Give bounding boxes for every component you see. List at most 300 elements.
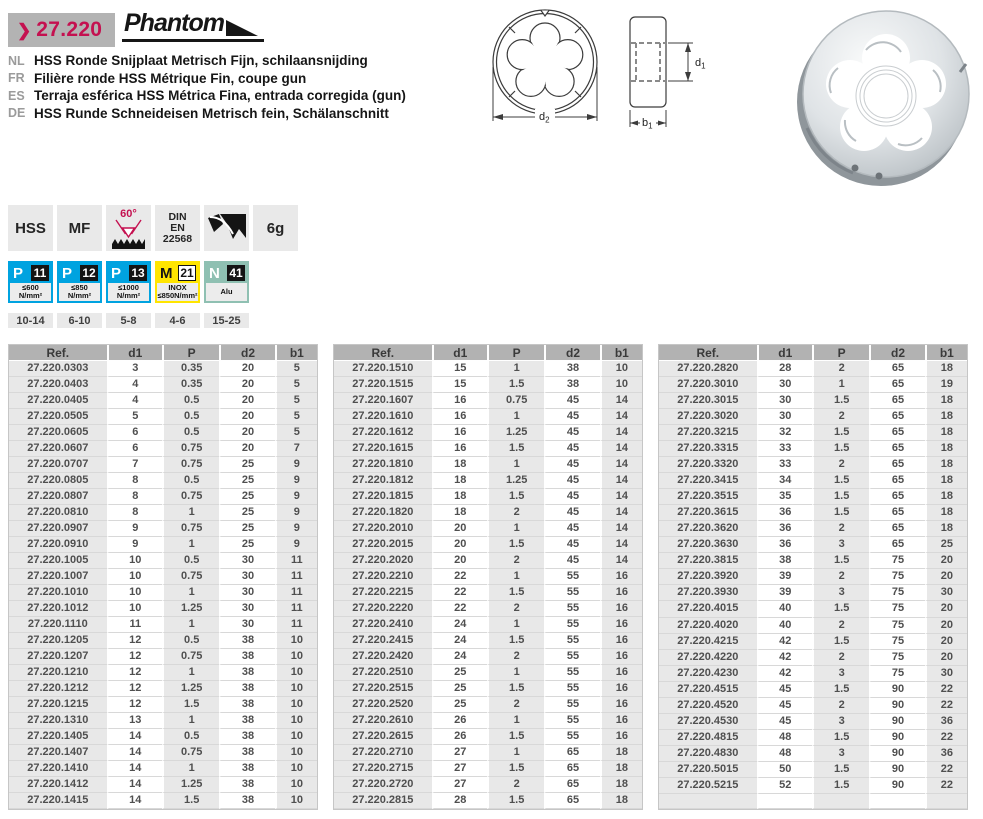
b1-cell: 14: [600, 457, 642, 473]
d1-cell: 27: [432, 777, 487, 793]
d2-cell: 55: [544, 649, 599, 665]
d1-cell: 34: [757, 473, 812, 489]
p-cell: 1: [812, 377, 869, 393]
d2-cell: 55: [544, 617, 599, 633]
material-letter: N: [209, 264, 220, 282]
p-cell: 0.35: [162, 361, 219, 377]
d1-cell: 9: [107, 537, 162, 553]
b1-cell: 18: [925, 521, 967, 537]
material-badges-row: [8, 261, 249, 303]
d1-cell: 13: [107, 713, 162, 729]
b1-cell: 9: [275, 489, 317, 505]
d1-cell: 15: [432, 377, 487, 393]
material-number: 11: [31, 265, 49, 281]
p-cell: 1: [162, 505, 219, 521]
p-cell: 1.5: [812, 730, 869, 746]
d2-cell: 65: [869, 457, 924, 473]
tolerance-badge: 6g: [253, 205, 298, 251]
table-row: [9, 601, 317, 617]
d2-cell: 20: [219, 409, 274, 425]
d2-cell: 55: [544, 569, 599, 585]
table-row: [334, 697, 642, 713]
technical-drawing: [475, 5, 785, 135]
d2-cell: 65: [544, 777, 599, 793]
d2-cell: 65: [869, 409, 924, 425]
ref-cell: 27.220.0810: [9, 505, 107, 521]
table-row: [659, 377, 967, 393]
ref-cell: 27.220.1005: [9, 553, 107, 569]
material-number: 12: [80, 265, 98, 281]
b1-cell: 7: [275, 441, 317, 457]
table-row: [9, 585, 317, 601]
ref-cell: 27.220.3010: [659, 377, 757, 393]
d2-cell: 90: [869, 714, 924, 730]
column-header: d2: [869, 345, 924, 361]
feed-range: 5-8: [106, 313, 151, 328]
ref-cell: 27.220.0505: [9, 409, 107, 425]
column-header: b1: [925, 345, 967, 361]
ref-cell: 27.220.2410: [334, 617, 432, 633]
din-standard-badge: [155, 205, 200, 251]
hss-badge: HSS: [8, 205, 53, 251]
table-row: [659, 730, 967, 746]
b1-cell: 14: [600, 537, 642, 553]
ref-cell: 27.220.1407: [9, 745, 107, 761]
d1-cell: 27: [432, 761, 487, 777]
d2-cell: 30: [219, 617, 274, 633]
d2-cell: 65: [544, 793, 599, 809]
d2-cell: 75: [869, 601, 924, 617]
ref-cell: 27.220.1310: [9, 713, 107, 729]
brand-name: Phantom: [124, 9, 224, 37]
ref-cell: 27.220.1110: [9, 617, 107, 633]
d2-cell: 65: [869, 489, 924, 505]
material-badge-p11: [8, 261, 53, 303]
d1-cell: 10: [107, 601, 162, 617]
material-sub-label: ≤600 N/mm²: [10, 283, 51, 301]
d2-cell: 90: [869, 698, 924, 714]
b1-cell: 10: [275, 681, 317, 697]
d1-cell: 14: [107, 793, 162, 809]
p-cell: 0.75: [162, 441, 219, 457]
table-row: [9, 377, 317, 393]
table-row: [659, 698, 967, 714]
thread-angle-badge: [106, 205, 151, 251]
description-text: Filière ronde HSS Métrique Fin, coupe gun: [34, 70, 307, 86]
column-header: d1: [757, 345, 812, 361]
size-table-1: [8, 344, 318, 810]
b1-cell: 16: [600, 681, 642, 697]
d1-cell: 14: [107, 777, 162, 793]
p-cell: 0.5: [162, 409, 219, 425]
table-row: [659, 553, 967, 569]
p-cell: 2: [487, 505, 544, 521]
d2-cell: 75: [869, 666, 924, 682]
ref-cell: 27.220.2515: [334, 681, 432, 697]
p-cell: 0.5: [162, 633, 219, 649]
table-row: [9, 617, 317, 633]
p-cell: 0.75: [162, 569, 219, 585]
p-cell: 0.5: [162, 393, 219, 409]
p-cell: 1.5: [162, 697, 219, 713]
table-row: [9, 361, 317, 377]
svg-text:d2: $d_2$: [539, 111, 550, 125]
ref-cell: 27.220.1210: [9, 665, 107, 681]
p-cell: 3: [812, 746, 869, 762]
d2-cell: 25: [219, 521, 274, 537]
b1-cell: 18: [925, 393, 967, 409]
d2-cell: 45: [544, 505, 599, 521]
d1-cell: 50: [757, 762, 812, 778]
p-cell: 1.5: [487, 537, 544, 553]
brand-logo: [122, 9, 264, 42]
p-cell: 1.25: [162, 601, 219, 617]
b1-cell: 14: [600, 441, 642, 457]
table-row: [659, 521, 967, 537]
d2-cell: 75: [869, 585, 924, 601]
din-line: EN: [170, 221, 185, 234]
ref-cell: [659, 794, 757, 809]
d1-cell: 42: [757, 650, 812, 666]
b1-cell: 16: [600, 569, 642, 585]
p-cell: 1.5: [487, 761, 544, 777]
table-row: [659, 778, 967, 794]
b1-cell: 10: [600, 377, 642, 393]
p-cell: 0.75: [162, 457, 219, 473]
p-cell: 2: [812, 409, 869, 425]
p-cell: 1.5: [812, 505, 869, 521]
ref-cell: 27.220.4215: [659, 634, 757, 650]
ref-cell: 27.220.1615: [334, 441, 432, 457]
d1-cell: 48: [757, 746, 812, 762]
spec-icon-row: [8, 205, 298, 251]
table-row: [659, 425, 967, 441]
ref-cell: 27.220.1212: [9, 681, 107, 697]
d1-cell: 24: [432, 617, 487, 633]
d1-cell: 8: [107, 505, 162, 521]
p-cell: 2: [487, 553, 544, 569]
table-row: [334, 473, 642, 489]
d1-cell: 15: [432, 361, 487, 377]
d2-cell: 30: [219, 601, 274, 617]
d2-cell: 38: [219, 649, 274, 665]
b1-cell: 16: [600, 697, 642, 713]
table-row: [334, 761, 642, 777]
d1-cell: 22: [432, 585, 487, 601]
ref-cell: 27.220.0403: [9, 377, 107, 393]
language-code: FR: [8, 71, 25, 86]
p-cell: 3: [812, 537, 869, 553]
ref-cell: 27.220.2210: [334, 569, 432, 585]
p-cell: 2: [487, 601, 544, 617]
b1-cell: 16: [600, 601, 642, 617]
d1-cell: 6: [107, 441, 162, 457]
d2-cell: 20: [219, 377, 274, 393]
b1-cell: 22: [925, 698, 967, 714]
table-row: [9, 761, 317, 777]
b1-cell: 18: [600, 777, 642, 793]
ref-cell: 27.220.5015: [659, 762, 757, 778]
d1-cell: 10: [107, 553, 162, 569]
b1-cell: 11: [275, 553, 317, 569]
d1-cell: 16: [432, 441, 487, 457]
d1-cell: 12: [107, 697, 162, 713]
material-sub-label: ≤1000 N/mm²: [108, 283, 149, 301]
b1-cell: 9: [275, 473, 317, 489]
column-header: b1: [600, 345, 642, 361]
p-cell: 3: [812, 666, 869, 682]
d2-cell: 65: [869, 473, 924, 489]
table-row: [334, 681, 642, 697]
ref-cell: 27.220.2010: [334, 521, 432, 537]
p-cell: 1.5: [487, 793, 544, 809]
ref-cell: 27.220.2815: [334, 793, 432, 809]
column-header: P: [812, 345, 869, 361]
d1-cell: 7: [107, 457, 162, 473]
table-row: [334, 601, 642, 617]
d2-cell: 45: [544, 553, 599, 569]
d1-cell: 12: [107, 681, 162, 697]
p-cell: 1.5: [162, 793, 219, 809]
table-row: [659, 682, 967, 698]
d2-cell: 38: [219, 777, 274, 793]
description-row-fr: [8, 70, 406, 88]
p-cell: 0.75: [162, 745, 219, 761]
b1-cell: 16: [600, 713, 642, 729]
d2-cell: 65: [869, 425, 924, 441]
d1-cell: 38: [757, 553, 812, 569]
ref-cell: 27.220.1510: [334, 361, 432, 377]
material-number: 13: [129, 265, 147, 281]
p-cell: 1.5: [812, 762, 869, 778]
d1-cell: 33: [757, 457, 812, 473]
d2-cell: 55: [544, 633, 599, 649]
d1-cell: 39: [757, 585, 812, 601]
d1-cell: 28: [432, 793, 487, 809]
d2-cell: 25: [219, 457, 274, 473]
ref-cell: 27.220.3320: [659, 457, 757, 473]
d1-cell: 8: [107, 489, 162, 505]
d1-cell: 33: [757, 441, 812, 457]
b1-cell: 14: [600, 409, 642, 425]
p-cell: 1.5: [487, 681, 544, 697]
d2-cell: 90: [869, 746, 924, 762]
d1-cell: 3: [107, 361, 162, 377]
b1-cell: 18: [925, 505, 967, 521]
d2-cell: 38: [219, 793, 274, 809]
ref-cell: 27.220.3515: [659, 489, 757, 505]
ref-cell: 27.220.0707: [9, 457, 107, 473]
ref-cell: 27.220.2510: [334, 665, 432, 681]
p-cell: 1.25: [487, 473, 544, 489]
d1-cell: 14: [107, 761, 162, 777]
b1-cell: 36: [925, 746, 967, 762]
table-row: [659, 441, 967, 457]
b1-cell: 11: [275, 585, 317, 601]
d1-cell: 30: [757, 377, 812, 393]
table-row: [9, 745, 317, 761]
d2-cell: 25: [219, 537, 274, 553]
p-cell: 0.75: [487, 393, 544, 409]
d2-cell: 75: [869, 569, 924, 585]
b1-cell: [925, 794, 967, 809]
d2-cell: 25: [219, 505, 274, 521]
table-row: [334, 409, 642, 425]
d1-cell: 4: [107, 393, 162, 409]
b1-cell: 11: [275, 617, 317, 633]
d2-cell: 45: [544, 489, 599, 505]
d1-cell: 12: [107, 649, 162, 665]
ref-cell: 27.220.1820: [334, 505, 432, 521]
p-cell: 1: [487, 617, 544, 633]
material-number: 41: [227, 265, 245, 281]
p-cell: 1.5: [487, 633, 544, 649]
column-header: Ref.: [659, 345, 757, 361]
p-cell: 1: [162, 665, 219, 681]
table-row: [9, 553, 317, 569]
ref-cell: 27.220.2720: [334, 777, 432, 793]
d1-cell: 42: [757, 666, 812, 682]
b1-cell: 10: [275, 665, 317, 681]
ref-cell: 27.220.2015: [334, 537, 432, 553]
ref-cell: 27.220.0907: [9, 521, 107, 537]
p-cell: 1.5: [812, 634, 869, 650]
b1-cell: 14: [600, 505, 642, 521]
d1-cell: 28: [757, 361, 812, 377]
table-row: [334, 569, 642, 585]
ref-cell: 27.220.2610: [334, 713, 432, 729]
ref-cell: 27.220.0303: [9, 361, 107, 377]
b1-cell: 16: [600, 729, 642, 745]
d2-cell: 55: [544, 729, 599, 745]
ref-cell: 27.220.3930: [659, 585, 757, 601]
d2-cell: 65: [869, 393, 924, 409]
table-row: [659, 650, 967, 666]
mf-badge: [57, 205, 102, 251]
ref-cell: 27.220.1415: [9, 793, 107, 809]
p-cell: 1.5: [812, 778, 869, 794]
table-row: [9, 633, 317, 649]
ref-cell: 27.220.2020: [334, 553, 432, 569]
b1-cell: 5: [275, 377, 317, 393]
d2-cell: 65: [869, 441, 924, 457]
thread-angle-icon: [108, 207, 149, 249]
svg-text:b1: $b_1$: [642, 117, 653, 131]
p-cell: 1: [162, 761, 219, 777]
ref-cell: 27.220.3630: [659, 537, 757, 553]
d2-cell: 75: [869, 634, 924, 650]
p-cell: 0.75: [162, 521, 219, 537]
feed-range: 10-14: [8, 313, 53, 328]
b1-cell: 22: [925, 778, 967, 794]
d2-cell: 65: [869, 521, 924, 537]
language-code: ES: [8, 88, 25, 103]
reference-box: [8, 13, 115, 47]
b1-cell: 10: [600, 361, 642, 377]
ref-cell: 27.220.2710: [334, 745, 432, 761]
table-row: [659, 537, 967, 553]
ref-cell: 27.220.1207: [9, 649, 107, 665]
d1-cell: 45: [757, 714, 812, 730]
ref-cell: 27.220.1405: [9, 729, 107, 745]
p-cell: 1: [162, 537, 219, 553]
p-cell: 1: [162, 585, 219, 601]
column-header: d1: [107, 345, 162, 361]
p-cell: 2: [812, 698, 869, 714]
d1-cell: 24: [432, 633, 487, 649]
d1-cell: 32: [757, 425, 812, 441]
table-row: [334, 425, 642, 441]
p-cell: 1: [487, 361, 544, 377]
ref-cell: 27.220.3315: [659, 441, 757, 457]
material-badge-m21: [155, 261, 200, 303]
ref-cell: 27.220.1010: [9, 585, 107, 601]
p-cell: 1: [487, 569, 544, 585]
b1-cell: 10: [275, 745, 317, 761]
b1-cell: 36: [925, 714, 967, 730]
d2-cell: 45: [544, 425, 599, 441]
table-row: [334, 393, 642, 409]
b1-cell: 10: [275, 649, 317, 665]
d2-cell: 25: [219, 489, 274, 505]
d2-cell: 65: [544, 745, 599, 761]
ref-cell: 27.220.2820: [659, 361, 757, 377]
table-row: [334, 521, 642, 537]
table-row: [659, 361, 967, 377]
d1-cell: 36: [757, 505, 812, 521]
din-line: DIN: [168, 210, 187, 223]
d2-cell: 90: [869, 682, 924, 698]
b1-cell: 22: [925, 682, 967, 698]
ref-cell: 27.220.1515: [334, 377, 432, 393]
p-cell: 2: [487, 649, 544, 665]
description-text: HSS Ronde Snijplaat Metrisch Fijn, schilaansnijding: [34, 53, 368, 69]
table-row: [9, 777, 317, 793]
ref-cell: 27.220.1612: [334, 425, 432, 441]
b1-cell: 18: [925, 441, 967, 457]
p-cell: 3: [812, 585, 869, 601]
p-cell: 1.5: [487, 377, 544, 393]
ref-cell: 27.220.1812: [334, 473, 432, 489]
table-row: [659, 666, 967, 682]
table-row: [659, 601, 967, 617]
d1-cell: 16: [432, 393, 487, 409]
ref-cell: 27.220.1007: [9, 569, 107, 585]
p-cell: 1.25: [162, 777, 219, 793]
material-letter: P: [13, 264, 24, 282]
ref-cell: 27.220.4515: [659, 682, 757, 698]
d1-cell: 5: [107, 409, 162, 425]
table-row: [334, 361, 642, 377]
d1-cell: 18: [432, 473, 487, 489]
ref-cell: 27.220.4815: [659, 730, 757, 746]
table-row: [9, 409, 317, 425]
d2-cell: 38: [219, 729, 274, 745]
logo-triangle-icon: [226, 20, 258, 36]
b1-cell: 10: [275, 633, 317, 649]
ref-cell: 27.220.1412: [9, 777, 107, 793]
table-row: [659, 762, 967, 778]
table-row: [659, 393, 967, 409]
d2-cell: 45: [544, 409, 599, 425]
d1-cell: 48: [757, 730, 812, 746]
column-header: P: [487, 345, 544, 361]
material-badge-p13: [106, 261, 151, 303]
mf-label: MF: [68, 219, 91, 237]
p-cell: 0.5: [162, 473, 219, 489]
feed-range: 15-25: [204, 313, 249, 328]
ref-cell: 27.220.4230: [659, 666, 757, 682]
